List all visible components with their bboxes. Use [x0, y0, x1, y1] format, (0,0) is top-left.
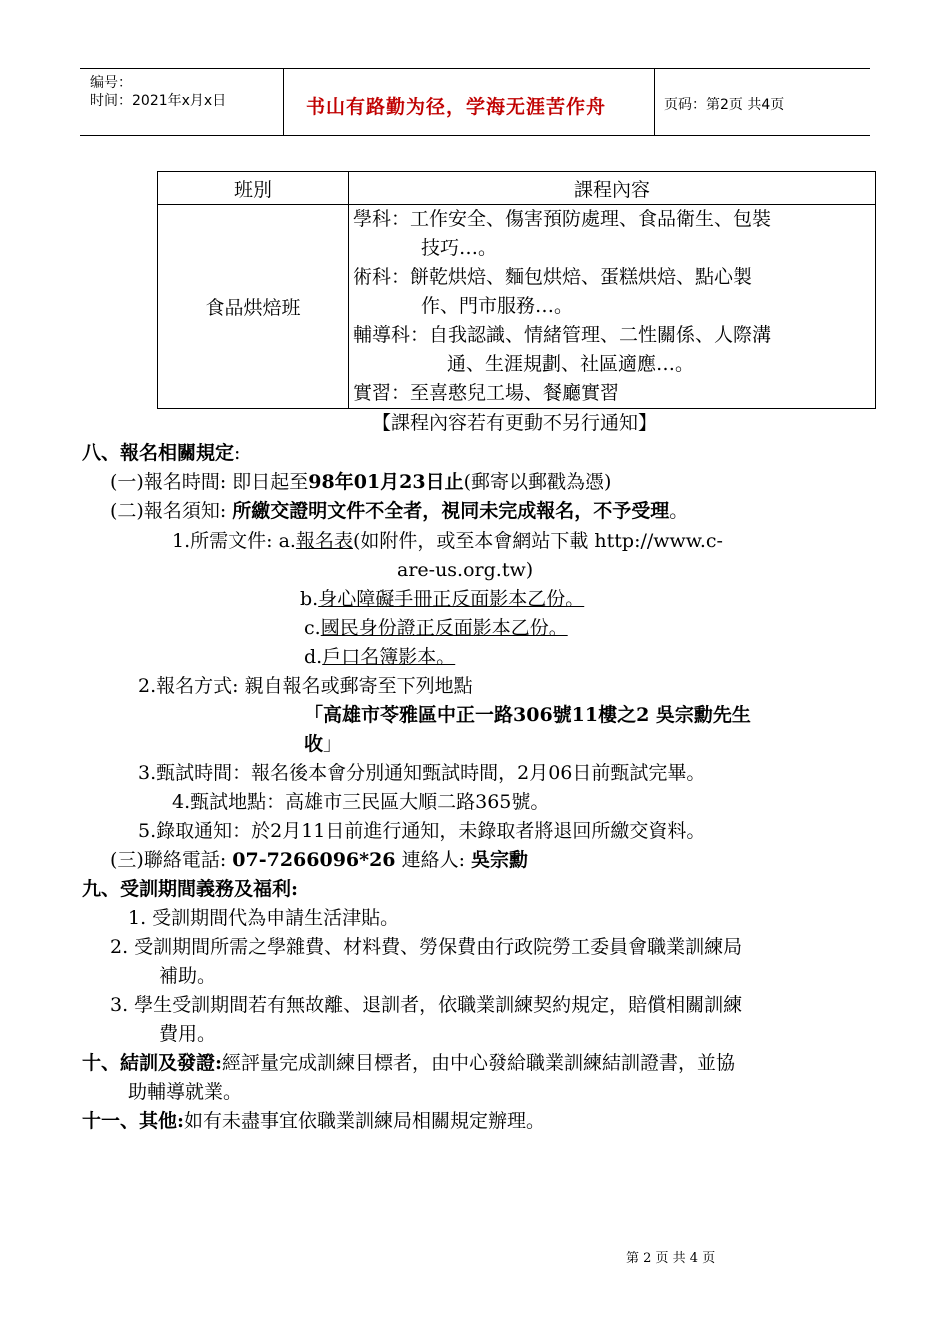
- section8-colon: :: [234, 442, 241, 464]
- docs-c-prefix: c.: [304, 617, 321, 639]
- section11-text: 如有未盡事宜依職業訓練局相關規定辦理。: [184, 1110, 546, 1132]
- section8-title: 八、報名相關規定: [82, 442, 235, 464]
- mailing-address-recipient: 收: [304, 733, 324, 755]
- required-docs-c: [304, 614, 568, 643]
- section10-title: 十、結訓及發證:: [82, 1052, 223, 1074]
- exam-place: 4.甄試地點：高雄市三民區大順二路365號。: [172, 791, 550, 813]
- website-url: (如附件，或至本會網站下載 http://www.c-: [352, 530, 723, 552]
- benefit-item-3: 3. 學生受訓期間若有無故離、退訓者，依職業訓練契約規定，賠償相關訓練: [110, 994, 743, 1016]
- mailing-address-cont: [304, 730, 342, 759]
- admission-notice: 5.錄取通知：於2月11日前進行通知，未錄取者將退回所繳交資料。: [138, 820, 706, 842]
- course-line: 作、門市服務…。: [421, 295, 574, 317]
- registration-form-link[interactable]: 報名表: [295, 530, 353, 552]
- header-top-rule: [80, 68, 870, 69]
- table-header-row: [158, 172, 876, 205]
- required-docs-label: 1.所需文件: a.: [172, 530, 296, 552]
- section11: [82, 1107, 545, 1136]
- registration-deadline: 98年01月23日止: [308, 471, 464, 493]
- header-page-label: 页码：第2页 共4页: [664, 97, 785, 113]
- benefit-item-1: 1. 受訓期間代為申請生活津貼。: [128, 907, 400, 929]
- required-docs-a: [172, 527, 723, 556]
- docs-d-prefix: d.: [304, 646, 323, 668]
- benefit-item-2-cont: 補助。: [159, 965, 217, 987]
- registration-notes-period: 。: [669, 500, 689, 522]
- registration-time: [110, 468, 611, 497]
- course-table: [157, 171, 876, 409]
- section10-text-cont: 助輔導就業。: [128, 1081, 243, 1103]
- section9-title: 九、受訓期間義務及福利:: [82, 878, 299, 900]
- contact-info: [110, 846, 528, 875]
- required-docs-d: [304, 643, 455, 672]
- registration-notes: [110, 497, 688, 526]
- section10-text: 經評量完成訓練目標者，由中心發給職業訓練結訓證書，並協: [222, 1052, 736, 1074]
- docs-c-text: 國民身份證正反面影本乙份。: [320, 617, 568, 639]
- class-name-cell: 食品烘焙班: [158, 205, 349, 409]
- header-divider-left: [283, 68, 284, 135]
- mailing-address-close: 」: [323, 733, 343, 755]
- course-line: 實習：至喜憨兒工場、餐廳實習: [353, 382, 620, 404]
- course-line: 輔導科：自我認識、情緒管理、二性關係、人際溝: [353, 324, 772, 346]
- registration-method: 2.報名方式: 親自報名或郵寄至下列地點: [138, 675, 473, 697]
- header-bottom-rule: [80, 135, 870, 136]
- website-url-cont: are-us.org.tw): [397, 559, 534, 581]
- contact-phone-label: (三)聯絡電話:: [110, 849, 233, 871]
- contact-person: 吳宗勳: [471, 849, 529, 871]
- course-content-cell: [349, 205, 876, 409]
- benefit-item-3-cont: 費用。: [159, 1023, 217, 1045]
- section8-heading: [82, 439, 240, 468]
- page-footer: 第 2 页 共 4 页: [626, 1251, 716, 1266]
- registration-time-note: (郵寄以郵戳為憑): [463, 471, 612, 493]
- section11-title: 十一、其他:: [82, 1110, 185, 1132]
- course-line: 技巧…。: [421, 237, 498, 259]
- table-row: [158, 205, 876, 409]
- header-motto: 书山有路勤为径，学海无涯苦作舟: [306, 96, 607, 118]
- table-header-content: 課程內容: [349, 172, 876, 205]
- course-line: 通、生涯規劃、社區適應…。: [447, 353, 695, 375]
- docs-d-text: 戶口名簿影本。: [322, 646, 456, 668]
- section10: [82, 1049, 735, 1078]
- mailing-address: 「高雄市苓雅區中正一路306號11樓之2 吳宗勳先生: [304, 704, 751, 726]
- header-divider-right: [654, 68, 655, 135]
- contact-person-label: 連絡人:: [395, 849, 472, 871]
- docs-b-text: 身心障礙手冊正反面影本乙份。: [318, 588, 585, 610]
- registration-time-label: (一)報名時間: 即日起至: [110, 471, 309, 493]
- table-header-class: 班別: [158, 172, 349, 205]
- required-docs-b: [300, 585, 584, 614]
- registration-notes-warning: 所繳交證明文件不全者，視同未完成報名，不予受理: [232, 500, 670, 522]
- course-line: 學科：工作安全、傷害預防處理、食品衛生、包裝: [353, 208, 772, 230]
- header-number-label: 编号：: [90, 75, 132, 91]
- course-change-notice: 【課程內容若有更動不另行通知】: [372, 412, 658, 434]
- exam-time: 3.甄試時間：報名後本會分別通知甄試時間，2月06日前甄試完畢。: [138, 762, 706, 784]
- course-line: 術科：餅乾烘焙、麵包烘焙、蛋糕烘焙、點心製: [353, 266, 753, 288]
- registration-notes-label: (二)報名須知:: [110, 500, 233, 522]
- docs-b-prefix: b.: [300, 588, 319, 610]
- benefit-item-2: 2. 受訓期間所需之學雜費、材料費、勞保費由行政院勞工委員會職業訓練局: [110, 936, 743, 958]
- contact-phone: 07-7266096*26: [232, 849, 396, 871]
- header-date-label: 时间：2021年x月x日: [90, 93, 227, 109]
